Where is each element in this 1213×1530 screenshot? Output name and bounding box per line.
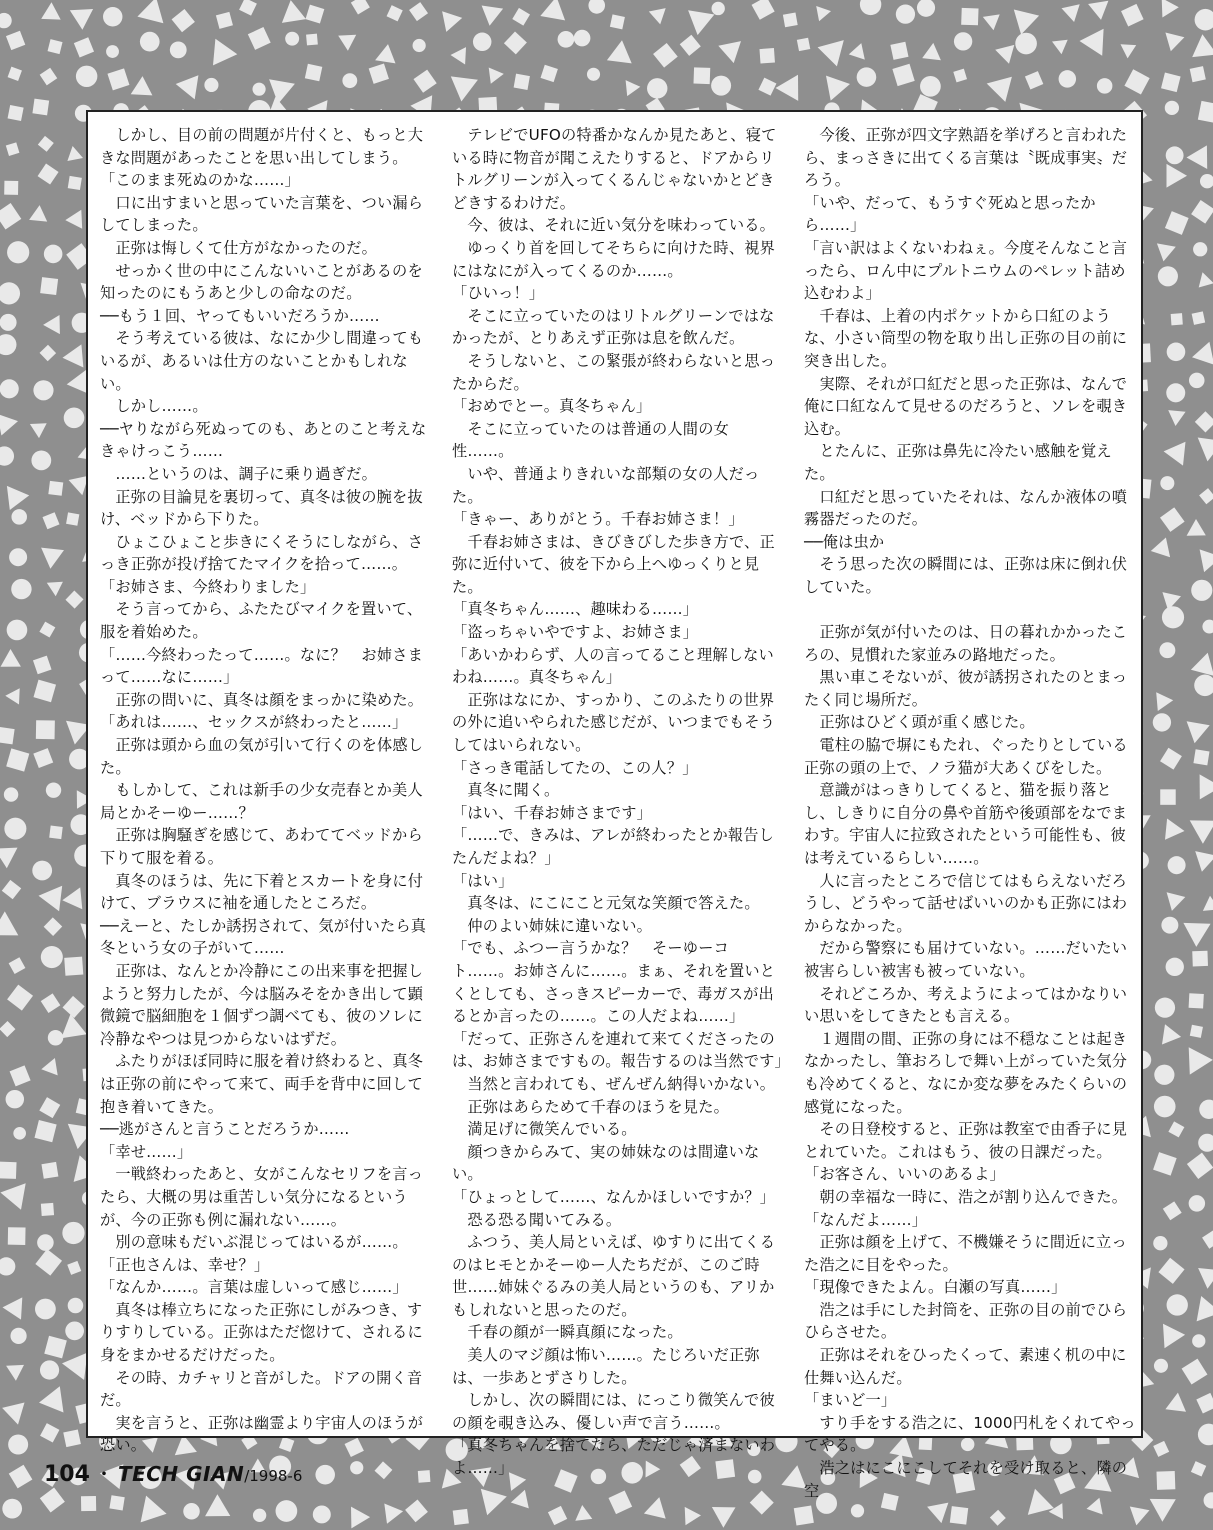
paragraph: 「あいかわらず、人の言ってること理解しないわね……。真冬ちゃん」 <box>452 645 774 687</box>
paragraph: 「あれは……、セックスが終わったと……」 <box>100 713 408 732</box>
circle-shape <box>13 1127 26 1140</box>
circle-shape <box>204 78 218 92</box>
paragraph: 「……で、きみは、アレが終わったとか報告したんだよね？」 <box>452 826 775 867</box>
square-shape <box>961 8 978 25</box>
paragraph <box>804 598 1138 621</box>
square-shape <box>950 1506 968 1524</box>
circle-shape <box>315 1465 335 1485</box>
paragraph: 口紅だと思っていたそれは、なんか液体の噴霧器だったのだ。 <box>804 487 1128 529</box>
square-shape <box>1190 1025 1203 1038</box>
paragraph: ──もう１回、ヤってもいいだろうか…… <box>100 306 380 325</box>
circle-shape <box>1059 70 1076 87</box>
square-shape <box>8 105 24 121</box>
circle-shape <box>103 7 122 26</box>
footer-separator: ・ <box>93 1462 114 1486</box>
circle-shape <box>140 32 160 52</box>
paragraph: ……というのは、調子に乗り過ぎだ。 <box>100 464 377 483</box>
square-shape <box>49 826 63 840</box>
circle-shape <box>1189 373 1204 388</box>
square-shape <box>109 1495 124 1510</box>
square-shape <box>81 1496 96 1511</box>
paragraph: もしかして、これは新手の少女売春とか美人局とかそーゆー……？ <box>100 781 423 822</box>
circle-shape <box>558 31 575 48</box>
circle-shape <box>1168 856 1186 874</box>
circle-shape <box>711 76 731 96</box>
paragraph: ──えーと、たしか誘拐されて、気が付いたら真冬という女の子がいて…… <box>100 916 427 958</box>
circle-shape <box>1160 476 1174 490</box>
circle-shape <box>857 67 877 87</box>
square-shape <box>797 38 810 51</box>
circle-shape <box>1193 242 1207 256</box>
circle-shape <box>7 620 28 641</box>
paragraph: 「お客さん、いいのあるよ」 <box>804 1165 1005 1184</box>
paragraph: 「でも、ふつー言うかな？ そーゆーコト……。お姉さんに……。まぁ、それを置いとくとしても、さっきスピーカーで、毒ガスが出るとか言ったの……。この人だよね……」 <box>452 939 776 1026</box>
paragraph: ふたりがほぼ同時に服を着け終わると、真冬は正弥の前にやって来て、両手を背中に回して抱き着いてきた。 <box>100 1052 424 1116</box>
circle-shape <box>32 861 52 881</box>
square-shape <box>794 1505 814 1525</box>
text-column-2 <box>452 124 790 1478</box>
paragraph: その時、カチャリと音がした。ドアの開く音だ。 <box>100 1368 423 1410</box>
circle-shape <box>4 818 26 840</box>
paragraph: 「まいど一」 <box>804 1391 897 1410</box>
square-shape <box>759 48 774 63</box>
square-shape <box>514 74 530 90</box>
paragraph: 「幸せ……」 <box>100 1142 193 1161</box>
circle-shape <box>40 1360 59 1379</box>
square-shape <box>0 1162 17 1179</box>
circle-shape <box>851 1504 864 1517</box>
circle-shape <box>1153 713 1171 731</box>
paragraph: 「真冬ちゃん……、趣味わる……」 <box>452 600 699 619</box>
page-footer <box>44 1458 302 1487</box>
circle-shape <box>587 68 600 81</box>
paragraph: 電柱の脇で塀にもたれ、ぐったりとしている正弥の頭の上で、ノラ猫が大あくびをした。 <box>804 736 1128 777</box>
circle-shape <box>1015 33 1037 55</box>
paragraph: いや、普通よりきれいな部類の女の人だった。 <box>452 464 760 506</box>
circle-shape <box>9 548 27 566</box>
paragraph: 「きゃー、ありがとう。千春お姉さま！」 <box>452 510 744 529</box>
paragraph: 口に出すまいと思っていた言葉を、つい漏らしてしまった。 <box>100 193 424 235</box>
paragraph: ──逃がさんと言うことだろうか…… <box>100 1120 350 1139</box>
circle-shape <box>1166 383 1185 402</box>
paragraph: 浩之はにこにこしてそれを受け取ると、隣の空 <box>804 1459 1128 1500</box>
paragraph: そこに立っていたのは普通の人間の女性……。 <box>452 419 729 461</box>
circle-shape <box>350 1461 363 1474</box>
circle-shape <box>0 379 19 398</box>
paragraph: 今後、正弥が四文字熟語を挙げろと言われたら、まっさきに出てくる言葉は〝既成事実〟だろう。 <box>804 126 1128 190</box>
issue-date: /1998-6 <box>244 1467 303 1485</box>
paragraph: しかし……。 <box>100 397 208 416</box>
circle-shape <box>1167 343 1186 362</box>
paragraph: 正弥はひどく頭が重く感じた。 <box>804 713 1035 732</box>
text-column-3 <box>804 124 1138 1500</box>
paragraph: その日登校すると、正弥は教室で由香子に見とれていた。これはもう、彼の日課だった。 <box>804 1120 1128 1161</box>
paragraph: しかし、目の前の問題が片付くと、もっと大きな問題があったことを思い出してしまう。 <box>100 126 424 167</box>
square-shape <box>32 99 49 116</box>
circle-shape <box>253 1509 266 1522</box>
paragraph: 正弥は胸騒ぎを感じて、あわててベッドから下りて服を着る。 <box>100 826 423 867</box>
paragraph: 「なんだよ……」 <box>804 1210 928 1229</box>
circle-shape <box>4 787 18 801</box>
paragraph: 実を言うと、正弥は幽霊より宇宙人のほうが恐い。 <box>100 1413 424 1455</box>
paragraph: 意識がはっきりしてくると、猫を振り落とし、しきりに自分の鼻や首筋や後頭部をなでまわす。宇宙人に拉致されたという可能性も、彼は考えているらしい……。 <box>804 781 1128 867</box>
paragraph: 「盗っちゃいやですよ、お姉さま」 <box>452 623 699 642</box>
square-shape <box>306 34 318 46</box>
paragraph: 正弥の目論見を裏切って、真冬は彼の腕を抜け、ベッドから下りた。 <box>100 487 423 529</box>
paragraph: 正弥は、なんとか冷静にこの出来事を把握しようと努力したが、今は脳みそをかき出して顕微鏡で脳細胞を１個ずつ調べても、彼のソレに冷静なやつは見つからないはずだ。 <box>100 961 424 1048</box>
paragraph: 仲のよい姉妹に違いない。 <box>452 916 653 935</box>
paragraph: そう言ってから、ふたたびマイクを置いて、服を着始めた。 <box>100 600 423 642</box>
circle-shape <box>62 1222 84 1244</box>
paragraph: 朝の幸福な一時に、浩之が割り込んできた。 <box>804 1187 1128 1206</box>
circle-shape <box>11 579 31 599</box>
paragraph: 一戦終わったあと、女がこんなセリフを言ったら、大概の男は重苦しい気分になるというが、今の正弥も例に漏れない……。 <box>100 1165 423 1229</box>
square-shape <box>41 1203 54 1216</box>
paragraph: 千春は、上着の内ポケットから口紅のような、小さい筒型の物を取り出し正弥の目の前に突き出した。 <box>804 306 1128 370</box>
paragraph: そうしないと、この緊張が終わらないと思ったからだ。 <box>452 351 776 393</box>
circle-shape <box>1097 78 1113 94</box>
circle-shape <box>1159 642 1175 658</box>
square-shape <box>1189 993 1204 1008</box>
paragraph: 黒い車こそないが、彼が誘拐されたのとまったく同じ場所だ。 <box>804 668 1128 709</box>
paragraph: 「さっき電話してたの、この人？」 <box>452 758 698 777</box>
paragraph: 「お姉さま、今終わりました」 <box>100 577 316 596</box>
square-shape <box>1171 313 1183 325</box>
paragraph: ゆっくり首を回してそちらに向けた時、視界にはなにが入ってくるのか……。 <box>452 238 775 280</box>
paragraph: 顔つきからみて、実の姉妹なのは間違いない。 <box>452 1142 760 1184</box>
circle-shape <box>48 1030 63 1045</box>
paragraph: 「ひいっ！」 <box>452 284 545 303</box>
paragraph: 正弥は顔を上げて、不機嫌そうに間近に立った浩之に目をやった。 <box>804 1233 1127 1274</box>
paragraph: しかし、次の瞬間には、にっこり微笑んで彼の顔を覗き込み、優しい声で言う……。 <box>452 1391 775 1432</box>
square-shape <box>1192 951 1208 967</box>
circle-shape <box>276 1500 298 1522</box>
paragraph: 「おめでとー。真冬ちゃん」 <box>452 397 652 416</box>
circle-shape <box>473 33 492 52</box>
circle-shape <box>76 66 97 87</box>
square-shape <box>48 481 63 496</box>
paragraph: 正弥が気が付いたのは、日の暮れかかったころの、見慣れた家並みの路地だった。 <box>804 623 1128 664</box>
paragraph: 「正也さんは、幸せ？」 <box>100 1255 270 1274</box>
circle-shape <box>313 1505 331 1523</box>
paragraph: そう思った次の瞬間には、正弥は床に倒れ伏していた。 <box>804 555 1128 596</box>
paragraph: 「だって、正弥さんを連れて来てくださったのは、お姉さまですもの。報告するのは当然です」 <box>452 1029 790 1071</box>
paragraph: ふつう、美人局といえば、ゆすりに出てくるのはヒモとかそーゆー人たちだが、このご時世……姉妹ぐるみの美人局というのも、アリかもしれないと思ったのだ。 <box>452 1233 776 1319</box>
square-shape <box>40 277 58 295</box>
circle-shape <box>252 83 265 96</box>
paragraph: ──俺は虫か <box>804 532 885 551</box>
paragraph: 「真冬ちゃんを捨てたら、ただじゃ済まないわよ……」 <box>452 1436 776 1478</box>
square-shape <box>64 957 83 976</box>
circle-shape <box>896 5 915 24</box>
circle-shape <box>31 451 51 471</box>
square-shape <box>8 1227 26 1245</box>
paragraph: １週間の間、正弥の身には不穏なことは起きなかったし、筆おろしで舞い上がっていた気分も冷めてくると、なにか変な夢をみたくらいの感覚になった。 <box>804 1029 1128 1116</box>
circle-shape <box>1154 1359 1168 1373</box>
circle-shape <box>44 245 63 264</box>
square-shape <box>1160 789 1175 804</box>
square-shape <box>63 1429 81 1447</box>
circle-shape <box>1192 1334 1205 1347</box>
paragraph: それどころか、考えようによってはかなりいい思いをしてきたとも言える。 <box>804 984 1128 1026</box>
paragraph: 「このまま死ぬのかな……」 <box>100 171 301 190</box>
paragraph: 「言い訳はよくないわねぇ。今度そんなこと言ったら、ロん中にプルトニウムのペレット詰め込むわよ」 <box>804 238 1128 303</box>
square-shape <box>41 1162 58 1179</box>
square-shape <box>1190 66 1206 82</box>
circle-shape <box>1166 146 1184 164</box>
square-shape <box>694 67 711 84</box>
circle-shape <box>41 946 63 968</box>
paragraph: 「なんか……。言葉は虚しいって感じ……」 <box>100 1278 408 1297</box>
circle-shape <box>64 408 85 429</box>
paragraph: 「はい、千春お姉さまです」 <box>452 803 653 822</box>
circle-shape <box>65 1321 84 1340</box>
paragraph: 「いや、だって、もうすぐ死ぬと思ったから……」 <box>804 193 1096 235</box>
paragraph: そう考えている彼は、なにか少し間違ってもいるが、あるいは仕方のないことかもしれない。 <box>100 329 424 393</box>
circle-shape <box>285 32 299 46</box>
paragraph: 正弥は頭から血の気が引いて行くのを体感した。 <box>100 736 424 777</box>
circle-shape <box>1166 958 1184 976</box>
circle-shape <box>68 1298 84 1314</box>
circle-shape <box>1155 998 1175 1018</box>
circle-shape <box>1167 1294 1188 1315</box>
circle-shape <box>35 1299 56 1320</box>
paragraph: そこに立っていたのはリトルグリーンではなかったが、とりあえず正弥は息を飲んだ。 <box>452 306 775 348</box>
paragraph: せっかく世の中にこんないいことがあるのを知ったのにもうあと少しの命なのだ。 <box>100 261 423 303</box>
paragraph: 正弥はそれをひったくって、素速く机の中に仕舞い込んだ。 <box>804 1346 1127 1387</box>
square-shape <box>890 42 908 60</box>
circle-shape <box>413 39 426 52</box>
magazine-name: TECH GIAN <box>117 1462 245 1486</box>
circle-shape <box>33 380 53 400</box>
square-shape <box>66 512 79 525</box>
circle-shape <box>1191 580 1212 601</box>
square-shape <box>418 1470 431 1483</box>
paragraph: 「現像できたよん。白瀬の写真……」 <box>804 1278 1067 1297</box>
paragraph: 実際、それが口紅だと思った正弥は、なんで俺に口紅なんて見せるのだろうと、ソレを覗き込む。 <box>804 374 1128 438</box>
circle-shape <box>37 1234 54 1251</box>
circle-shape <box>1158 266 1178 286</box>
square-shape <box>783 12 798 27</box>
paragraph: テレビでUFOの特番かなんか見たあと、寝ている時に物音が聞こえたりすると、ドアからリトルグリーンが入ってくるんじゃないかとどきどきするわけだ。 <box>452 126 777 212</box>
paragraph: 正弥は悔しくて仕方がなかったのだ。 <box>100 238 377 257</box>
circle-shape <box>106 45 119 58</box>
circle-shape <box>170 41 187 58</box>
circle-shape <box>1154 1096 1176 1118</box>
circle-shape <box>1165 101 1179 115</box>
square-shape <box>305 64 322 81</box>
paragraph: 正弥はあらためて千春のほうを見た。 <box>452 1097 729 1116</box>
paragraph: 「……今終わったって……。なに？ お姉さまって……なに……」 <box>100 645 423 687</box>
paragraph: 人に言ったところで信じてはもらえないだろうし、どうやって話せばいいのかも正弥にはわからなかった。 <box>804 871 1128 935</box>
square-shape <box>68 176 82 190</box>
circle-shape <box>712 2 725 15</box>
paragraph: 千春の顔が一瞬真顔になった。 <box>452 1323 683 1342</box>
paragraph: だから警察にも届けていない。……だいたい被害らしい被害も被っていない。 <box>804 939 1128 980</box>
page-number: 104 <box>44 1462 90 1487</box>
circle-shape <box>0 314 17 331</box>
square-shape <box>36 720 55 739</box>
circle-shape <box>647 78 667 98</box>
square-shape <box>453 1509 469 1525</box>
square-shape <box>1193 749 1209 765</box>
paragraph: 正弥はなにか、すっかり、このふたりの世界の外に追いやられた感じだが、いつまでもそうしてはいられない。 <box>452 690 776 755</box>
paragraph: 「はい」 <box>452 871 514 890</box>
paragraph: 恐る恐る聞いてみる。 <box>452 1210 622 1229</box>
circle-shape <box>1162 606 1184 628</box>
paragraph: ひょこひょこと歩きにくそうにしながら、さっき正弥が投げ捨てたマイクを拾って……。 <box>100 532 424 574</box>
paragraph: 真冬のほうは、先に下着とスカートを身に付けて、ブラウスに袖を通したところだ。 <box>100 871 424 913</box>
paragraph: 「ひょっとして……、なんかほしいですか？」 <box>452 1187 776 1206</box>
circle-shape <box>8 1434 28 1454</box>
circle-shape <box>1154 1065 1174 1085</box>
paragraph: 満足げに微笑んでいる。 <box>452 1120 637 1139</box>
circle-shape <box>920 76 941 97</box>
circle-shape <box>11 509 27 525</box>
circle-shape <box>954 32 972 50</box>
circle-shape <box>46 782 61 797</box>
paragraph: 正弥の問いに、真冬は顔をまっかに染めた。 <box>100 690 424 709</box>
paragraph: 千春お姉さまは、きびきびした歩き方で、正弥に近付いて、彼を下から上へゆっくりと見た。 <box>452 532 775 596</box>
circle-shape <box>342 73 357 88</box>
square-shape <box>4 181 18 195</box>
paragraph: すり手をする浩之に、1000円札をくれてやってやる。 <box>804 1413 1136 1455</box>
paragraph: 真冬に聞く。 <box>452 781 560 800</box>
paragraph: 浩之は手にした封筒を、正弥の目の前でひらひらさせた。 <box>804 1300 1128 1342</box>
square-shape <box>1156 1471 1175 1490</box>
paragraph: 真冬は、にこにこと元気な笑顔で答えた。 <box>452 894 760 913</box>
square-shape <box>0 727 15 744</box>
circle-shape <box>574 30 591 47</box>
circle-shape <box>10 1328 26 1344</box>
paragraph: ──ヤりながら死ぬってのも、あとのこと考えなきゃけっこう…… <box>100 419 427 461</box>
paragraph: 今、彼は、それに近い気分を味わっている。 <box>452 216 775 235</box>
circle-shape <box>1161 917 1178 934</box>
square-shape <box>610 14 625 29</box>
circle-shape <box>2 1499 22 1519</box>
circle-shape <box>1189 1195 1205 1211</box>
square-shape <box>1192 311 1206 325</box>
circle-shape <box>1153 1236 1167 1250</box>
circle-shape <box>7 241 29 263</box>
paragraph: 別の意味もだいぶ混じってはいるが……。 <box>100 1233 408 1252</box>
paragraph: 美人のマジ顔は怖い……。たじろいだ正弥は、一歩あとずさりした。 <box>452 1346 760 1387</box>
text-column-1 <box>100 124 434 1455</box>
paragraph: 当然と言われても、ぜんぜん納得いかない。 <box>452 1074 776 1093</box>
paragraph: 真冬は棒立ちになった正弥にしがみつき、すりすりしている。正弥はただ惚けて、されるに身をまかせるだけだった。 <box>100 1300 423 1365</box>
circle-shape <box>183 1503 199 1519</box>
paragraph: とたんに、正弥は鼻先に冷たい感触を覚えた。 <box>804 442 1112 483</box>
circle-shape <box>6 1090 24 1108</box>
